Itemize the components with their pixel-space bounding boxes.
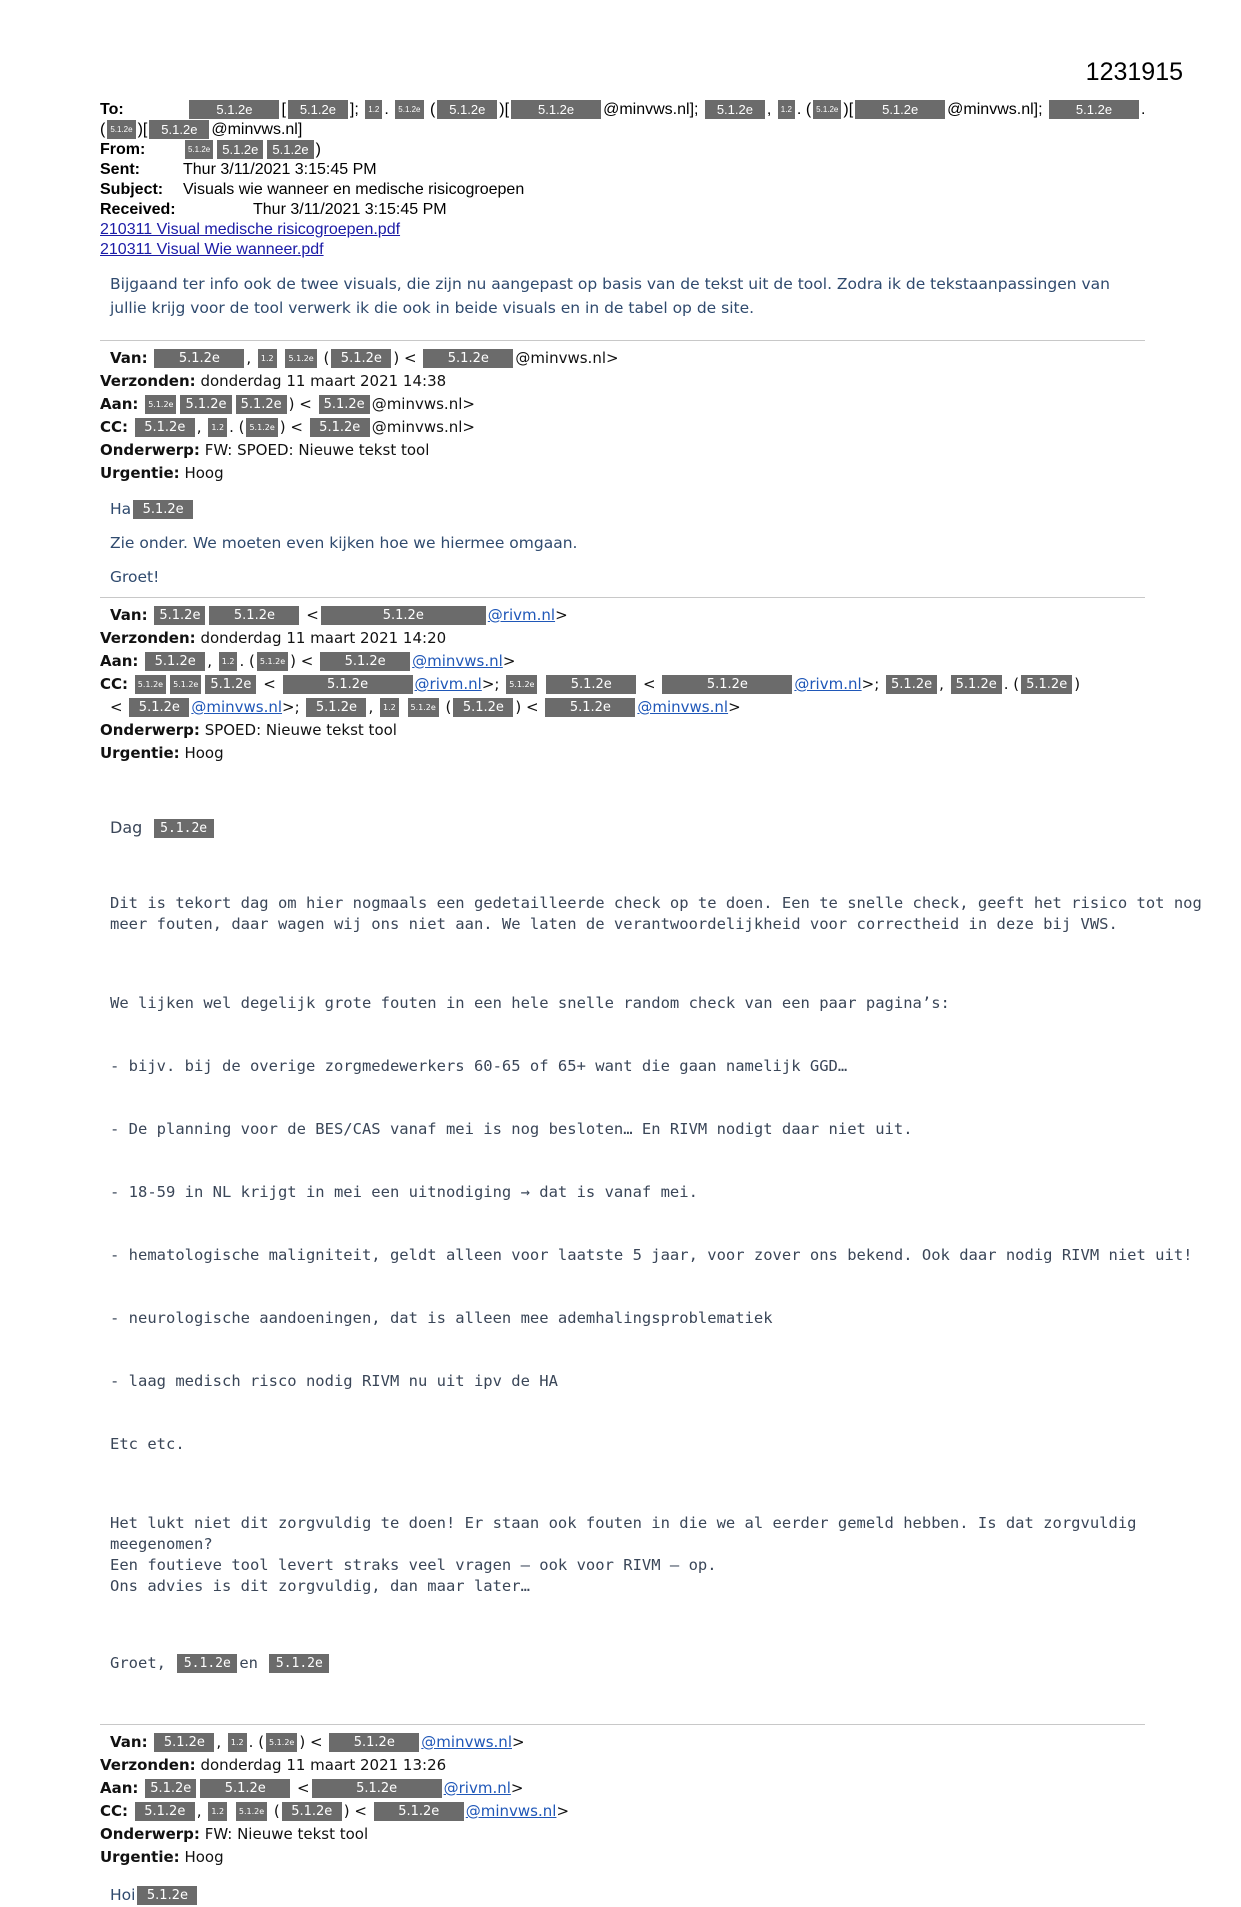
urgentie-value: Hoog bbox=[184, 464, 224, 482]
onderwerp-value: SPOED: Nieuwe tekst tool bbox=[204, 721, 397, 739]
redaction: 1.2 bbox=[208, 1802, 227, 1821]
redaction: 5.1.2e bbox=[546, 675, 636, 694]
redaction: 5.1.2e bbox=[154, 349, 244, 368]
redaction: 5.1.2e bbox=[129, 698, 189, 717]
email-link[interactable]: @minvws.nl bbox=[465, 1802, 557, 1820]
verzonden-value: donderdag 11 maart 2021 14:38 bbox=[200, 372, 447, 390]
aan-label: Aan: bbox=[100, 652, 139, 670]
redaction: 5.1.2e bbox=[306, 698, 366, 717]
body-line: Zie onder. We moeten even kijken hoe we hiermee omgaan. bbox=[110, 534, 578, 552]
email-link[interactable]: @minvws.nl bbox=[191, 698, 283, 716]
redaction: 5.1.2e bbox=[319, 395, 370, 414]
redaction: 1.2 bbox=[208, 418, 227, 437]
onderwerp-label: Onderwerp: bbox=[100, 441, 200, 459]
aan-label: Aan: bbox=[100, 395, 139, 413]
verzonden-value: donderdag 11 maart 2021 14:20 bbox=[200, 629, 447, 647]
urgentie-label: Urgentie: bbox=[100, 464, 180, 482]
bullet-item: - De planning voor de BES/CAS vanaf mei is nog besloten… En RIVM nodigt daar niet uit. bbox=[110, 1120, 913, 1138]
bullet-item: - hematologische maligniteit, geldt alleen voor laatste 5 jaar, voor zover ons bekend. Ook daar nodig RIVM niet uit! bbox=[110, 1246, 1193, 1264]
redaction: 5.1.2e bbox=[453, 698, 513, 717]
email-2-body bbox=[100, 497, 1145, 589]
redaction: 5.1.2e bbox=[408, 698, 439, 717]
redaction: 5.1.2e bbox=[855, 100, 945, 119]
redaction: 5.1.2e bbox=[267, 140, 313, 159]
body-paragraph: We lijken wel degelijk grote fouten in een hele snelle random check van een paar pagina’s: bbox=[110, 994, 950, 1012]
email-link[interactable]: @minvws.nl bbox=[412, 652, 503, 670]
redaction: 5.1.2e bbox=[135, 418, 195, 437]
verzonden-value: donderdag 11 maart 2021 13:26 bbox=[200, 1756, 447, 1774]
redaction: 5.1.2e bbox=[145, 652, 205, 671]
redaction: 1.2 bbox=[219, 652, 238, 671]
redaction: 5.1.2e bbox=[149, 120, 209, 139]
cc-label: CC: bbox=[100, 1802, 129, 1820]
redaction: 5.1.2e bbox=[145, 395, 176, 414]
subject-line bbox=[100, 180, 1145, 200]
to-label: To: bbox=[100, 101, 124, 118]
received-label: Received: bbox=[100, 201, 176, 218]
greeting: Ha bbox=[110, 500, 132, 518]
van-label: Van: bbox=[110, 349, 148, 367]
urgentie-label: Urgentie: bbox=[100, 1848, 180, 1866]
redaction: 5.1.2e bbox=[283, 675, 413, 694]
bullet-item: - laag medisch risco nodig RIVM nu uit ipv de HA bbox=[110, 1372, 558, 1390]
email-link[interactable]: @rivm.nl bbox=[414, 675, 482, 693]
redaction: 5.1.2e bbox=[137, 1886, 197, 1905]
van-label: Van: bbox=[110, 606, 148, 624]
redaction: 1.2 bbox=[380, 698, 399, 717]
bullet-item: - bijv. bij de overige zorgmedewerkers 60-65 of 65+ want die gaan namelijk GGD… bbox=[110, 1057, 848, 1075]
redaction: 5.1.2e bbox=[886, 675, 937, 694]
attachment-link-text[interactable]: 210311 Visual Wie wanneer.pdf bbox=[100, 241, 324, 258]
redaction: 5.1.2e bbox=[236, 395, 287, 414]
email-header bbox=[100, 100, 1145, 260]
email-3-body bbox=[100, 775, 1202, 1716]
cc-label: CC: bbox=[100, 418, 129, 436]
redaction: 5.1.2e bbox=[320, 652, 410, 671]
email-4-header: Van: 5.1.2e , 1.2 . ( 5.1.2e ) < 5.1.2e @minvws.nl> Verzonden: donderdag 11 maart 2021 13:26 Aan: 5.1.2e 5.1.2e < 5.1.2e @rivm.nl> CC: 5.1.2e , 1.2 5.1.2e ( 5.1.2e ) < 5.1.2e @minvws.nl> Onderwerp: FW: Nieuwe tekst tool Urgentie: Hoog bbox=[100, 1733, 570, 1866]
redaction: 5.1.2e bbox=[205, 675, 256, 694]
email-domain: @minvws.nl bbox=[371, 395, 463, 413]
verzonden-label: Verzonden: bbox=[100, 372, 196, 390]
redaction: 5.1.2e bbox=[269, 1654, 329, 1673]
sent-label: Sent: bbox=[100, 161, 140, 178]
redaction: 5.1.2e bbox=[506, 675, 537, 694]
redaction: 5.1.2e bbox=[312, 1779, 442, 1798]
body-paragraph: Het lukt niet dit zorgvuldig te doen! Er staan ook fouten in die we al eerder gemeld hebben. Is dat zorgvuldig meegenomen? Een foutieve tool levert straks veel vragen – ook voor RIVM – op. Ons advies is dit zorgvuldig, dan maar later… bbox=[110, 1514, 1137, 1595]
email-domain: @minvws.nl] bbox=[211, 121, 303, 138]
redaction: 1.2 bbox=[258, 349, 277, 368]
redaction: 5.1.2e bbox=[107, 120, 135, 139]
cc-label: CC: bbox=[100, 675, 129, 693]
redaction: 5.1.2e bbox=[154, 1733, 214, 1752]
bullet-item: - 18-59 in NL krijgt in mei een uitnodiging → dat is vanaf mei. bbox=[110, 1183, 698, 1201]
redaction: 1.2 bbox=[778, 100, 795, 119]
verzonden-label: Verzonden: bbox=[100, 1756, 196, 1774]
email-link[interactable]: @rivm.nl bbox=[443, 1779, 511, 1797]
email-3-header: Van: 5.1.2e 5.1.2e < 5.1.2e @rivm.nl> Verzonden: donderdag 11 maart 2021 14:20 Aan: 5.1.2e , 1.2 . ( 5.1.2e ) < 5.1.2e @minvws.nl> CC: 5.1.2e 5.1.2e 5.1.2e < 5.1.2e @rivm.nl>; 5.1.2e 5.1.2e < 5.1.2e @rivm.nl>; 5.1.2e , 5.1.2e . ( 5.1.2e ) < 5.1.2e @minvws.nl>; 5.1.2e , 1.2 5.1.2e ( 5.1.2e ) < 5.1.2e @minvws.nl> Onderwerp: SPOED: Nieuwe tekst tool Urgentie: Hoog bbox=[100, 606, 1081, 762]
onderwerp-value: FW: Nieuwe tekst tool bbox=[204, 1825, 369, 1843]
van-label: Van: bbox=[110, 1733, 148, 1751]
redaction: 5.1.2e bbox=[209, 606, 299, 625]
redaction: 5.1.2e bbox=[154, 819, 214, 838]
urgentie-value: Hoog bbox=[184, 1848, 224, 1866]
attachment-link[interactable] bbox=[100, 240, 1145, 260]
redaction: 5.1.2e bbox=[170, 675, 201, 694]
redaction: 5.1.2e bbox=[1049, 100, 1139, 119]
redaction: 5.1.2e bbox=[321, 606, 486, 625]
redaction: 5.1.2e bbox=[257, 652, 288, 671]
to-line-2: ( 5.1.2e )[ 5.1.2e @minvws.nl] bbox=[100, 121, 303, 138]
received-value: Thur 3/11/2021 3:15:45 PM bbox=[253, 201, 447, 218]
email-domain: @minvws.nl bbox=[515, 349, 607, 367]
redaction: 5.1.2e bbox=[813, 100, 841, 119]
email-domain: @minvws.nl bbox=[371, 418, 463, 436]
redaction: 5.1.2e bbox=[331, 349, 391, 368]
received-line bbox=[100, 200, 1145, 220]
sent-value: Thur 3/11/2021 3:15:45 PM bbox=[183, 161, 377, 178]
redaction: 5.1.2e bbox=[285, 349, 316, 368]
redaction: 5.1.2e bbox=[1021, 675, 1072, 694]
bullet-item: - neurologische aandoeningen, dat is alleen mee ademhalingsproblematiek bbox=[110, 1309, 773, 1327]
from-line: From: 5.1.2e 5.1.2e 5.1.2e ) bbox=[100, 141, 321, 158]
attachment-link-text[interactable]: 210311 Visual medische risicogroepen.pdf bbox=[100, 221, 401, 238]
verzonden-label: Verzonden: bbox=[100, 629, 196, 647]
redaction: 5.1.2e bbox=[133, 500, 193, 519]
redaction: 5.1.2e bbox=[246, 418, 277, 437]
redaction: 5.1.2e bbox=[951, 675, 1002, 694]
aan-label: Aan: bbox=[100, 1779, 139, 1797]
redaction: 5.1.2e bbox=[177, 1654, 237, 1673]
email-link[interactable]: @minvws.nl bbox=[421, 1733, 512, 1751]
redaction: 5.1.2e bbox=[180, 395, 231, 414]
email-document bbox=[100, 100, 1202, 1907]
redaction: 5.1.2e bbox=[266, 1733, 297, 1752]
onderwerp-value: FW: SPOED: Nieuwe tekst tool bbox=[204, 441, 430, 459]
subject-label: Subject: bbox=[100, 181, 164, 198]
redaction: 5.1.2e bbox=[154, 606, 205, 625]
redaction: 5.1.2e bbox=[185, 140, 213, 159]
redaction: 1.2 bbox=[228, 1733, 247, 1752]
redaction: 5.1.2e bbox=[329, 1733, 419, 1752]
separator bbox=[100, 1724, 1145, 1725]
closing: Groet, bbox=[110, 1654, 166, 1672]
redaction: 5.1.2e bbox=[282, 1802, 342, 1821]
attachment-link[interactable] bbox=[100, 220, 1145, 240]
email-2-header: Van: 5.1.2e , 1.2 5.1.2e ( 5.1.2e ) < 5.1.2e @minvws.nl> Verzonden: donderdag 11 maart 2021 14:38 Aan: 5.1.2e 5.1.2e 5.1.2e ) < 5.1.2e @minvws.nl> CC: 5.1.2e , 1.2 . ( 5.1.2e ) < 5.1.2e @minvws.nl> Onderwerp: FW: SPOED: Nieuwe tekst tool Urgentie: Hoog bbox=[100, 349, 619, 482]
onderwerp-label: Onderwerp: bbox=[100, 1825, 200, 1843]
page-number: 1231915 bbox=[1085, 58, 1183, 86]
redaction: 5.1.2e bbox=[135, 1802, 195, 1821]
email-link[interactable]: @minvws.nl bbox=[637, 698, 729, 716]
redaction: 5.1.2e bbox=[135, 675, 166, 694]
to-line: To: 5.1.2e [ 5.1.2e ]; 1.2 . 5.1.2e ( 5.1.2e )[ 5.1.2e @minvws.nl]; 5.1.2e , 1.2 . ( 5.1.2e )[ 5.1.2e @minvws.nl]; 5.1.2e . bbox=[100, 101, 1146, 118]
body-paragraph: Dit is tekort dag om hier nogmaals een gedetailleerde check op te doen. Een te snelle check, geeft het risico tot nog meer fouten, daar wagen wij ons niet aan. We laten de verantwoordelijkheid voor correctheid in deze bij VWS. bbox=[110, 894, 1202, 933]
redaction: 5.1.2e bbox=[310, 418, 370, 437]
urgentie-label: Urgentie: bbox=[100, 744, 180, 762]
redaction: 5.1.2e bbox=[200, 1779, 290, 1798]
email-link[interactable]: @rivm.nl bbox=[794, 675, 862, 693]
redaction: 5.1.2e bbox=[545, 698, 635, 717]
redaction: 1.2 bbox=[365, 100, 382, 119]
email-domain: @minvws.nl bbox=[603, 101, 690, 118]
email-4-body bbox=[100, 1883, 1145, 1907]
redaction: 5.1.2e bbox=[395, 100, 423, 119]
redaction: 5.1.2e bbox=[236, 1802, 267, 1821]
separator bbox=[100, 597, 1145, 598]
redaction: 5.1.2e bbox=[662, 675, 792, 694]
redaction: 5.1.2e bbox=[374, 1802, 464, 1821]
onderwerp-label: Onderwerp: bbox=[100, 721, 200, 739]
redaction: 5.1.2e bbox=[189, 100, 279, 119]
message-body-1: Bijgaand ter info ook de twee visuals, die zijn nu aangepast op basis van de tekst uit de tool. Zodra ik de tekstaanpassingen van jullie krijg voor de tool verwerk ik die ook in beide visuals en in de tabel op de site. bbox=[110, 275, 1110, 317]
bullet-item: Etc etc. bbox=[110, 1435, 185, 1453]
redaction: 5.1.2e bbox=[511, 100, 601, 119]
redaction: 5.1.2e bbox=[145, 1779, 196, 1798]
closing-and: en bbox=[239, 1654, 259, 1672]
greeting: Dag bbox=[110, 818, 143, 837]
sent-line bbox=[100, 160, 1145, 180]
redaction: 5.1.2e bbox=[705, 100, 765, 119]
urgentie-value: Hoog bbox=[184, 744, 224, 762]
redaction: 5.1.2e bbox=[217, 140, 263, 159]
from-label: From: bbox=[100, 141, 146, 158]
separator bbox=[100, 340, 1145, 341]
closing: Groet! bbox=[110, 568, 160, 586]
greeting: Hoi bbox=[110, 1886, 136, 1904]
email-link[interactable]: @rivm.nl bbox=[487, 606, 556, 624]
email-domain: @minvws.nl bbox=[947, 101, 1034, 118]
redaction: 5.1.2e bbox=[423, 349, 513, 368]
redaction: 5.1.2e bbox=[437, 100, 497, 119]
redaction: 5.1.2e bbox=[288, 100, 348, 119]
subject-value: Visuals wie wanneer en medische risicogroepen bbox=[183, 181, 525, 198]
